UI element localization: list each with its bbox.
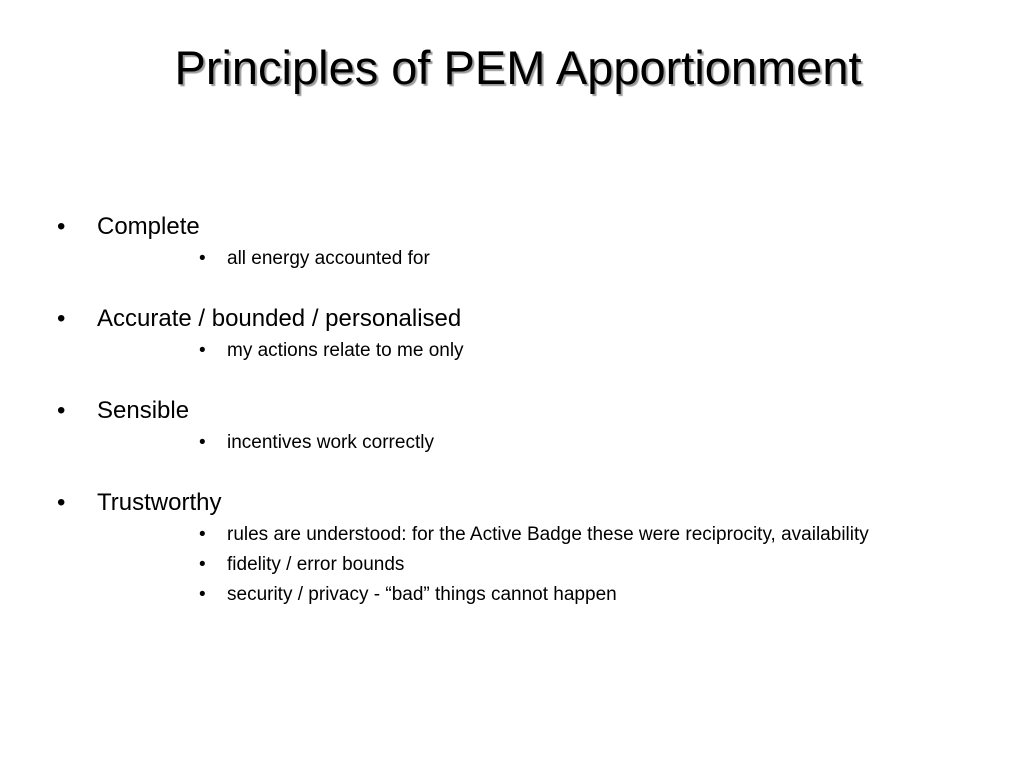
bullet-trustworthy xyxy=(57,486,997,610)
sub-bullet-list xyxy=(97,336,997,366)
slide-title: Principles of PEM Apportionment xyxy=(174,41,862,94)
sub-bullet xyxy=(187,244,997,274)
sub-bullet-text: all energy accounted for xyxy=(227,248,430,269)
sub-bullet xyxy=(187,580,997,610)
bullet-label: Complete xyxy=(97,213,200,240)
sub-bullet-list xyxy=(97,428,997,458)
sub-bullet xyxy=(187,336,997,366)
sub-bullet-icon: • xyxy=(199,554,206,575)
sub-bullet-text: fidelity / error bounds xyxy=(227,554,405,575)
bullet-icon: • xyxy=(57,305,66,332)
sub-bullet-icon: • xyxy=(199,584,206,605)
bullet-label: Trustworthy xyxy=(97,489,222,516)
sub-bullet xyxy=(187,428,997,458)
sub-bullet xyxy=(187,550,997,580)
bullet-icon: • xyxy=(57,397,66,424)
sub-bullet-list xyxy=(97,244,997,274)
bullet-label: Accurate / bounded / personalised xyxy=(97,305,462,332)
sub-bullet-icon: • xyxy=(199,432,206,453)
sub-bullet-icon: • xyxy=(199,248,206,269)
sub-bullet-icon: • xyxy=(199,340,206,361)
bullet-icon: • xyxy=(57,213,66,240)
sub-bullet-text: rules are understood: for the Active Badge these were reciprocity, availability xyxy=(227,524,869,545)
bullet-accurate xyxy=(57,302,997,366)
bullet-label: Sensible xyxy=(97,397,190,424)
sub-bullet-list xyxy=(97,520,997,610)
sub-bullet-text: my actions relate to me only xyxy=(227,340,464,361)
bullet-list xyxy=(57,210,997,610)
bullet-complete xyxy=(57,210,997,274)
bullet-icon: • xyxy=(57,489,66,516)
sub-bullet-text: security / privacy - “bad” things cannot happen xyxy=(227,584,617,605)
sub-bullet xyxy=(187,520,997,550)
sub-bullet-icon: • xyxy=(199,524,206,545)
bullet-sensible xyxy=(57,394,997,458)
sub-bullet-text: incentives work correctly xyxy=(227,432,434,453)
